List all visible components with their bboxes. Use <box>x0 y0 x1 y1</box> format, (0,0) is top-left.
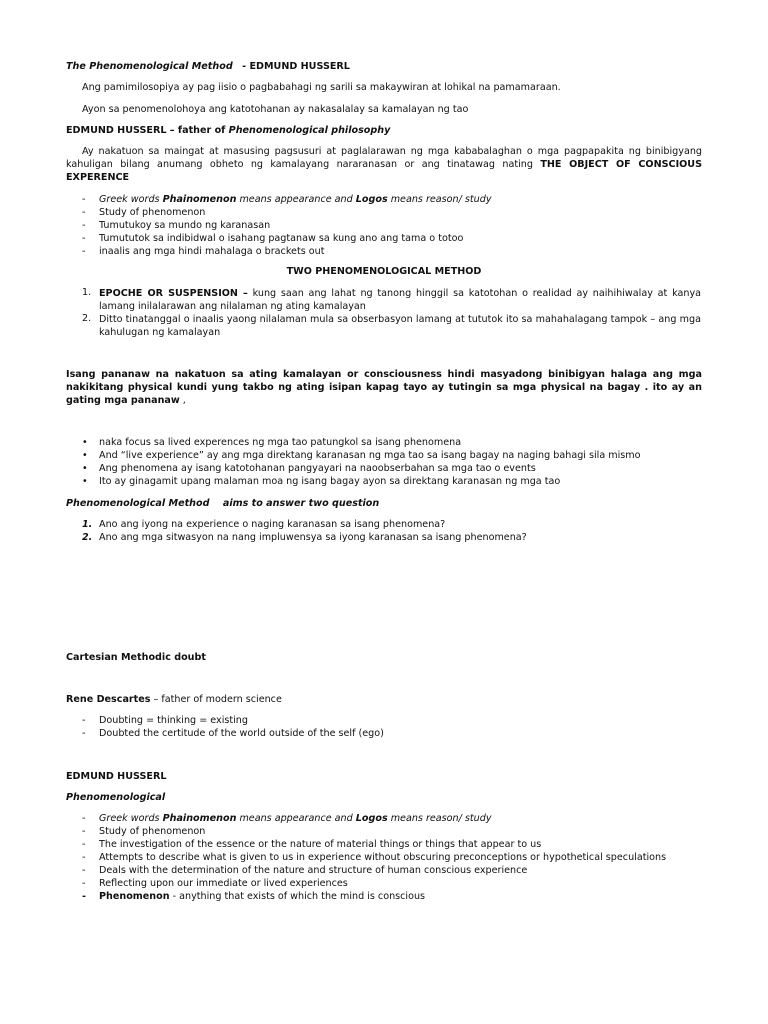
list-item: The investigation of the essence or the nature of material things or things that appear to us <box>99 839 542 850</box>
phenomenological-subheading: Phenomenological <box>66 792 166 803</box>
epoche-text: kung saan ang lahat ng tanong hinggil sa katotohan o realidad ay naihihiwalay at kanya lamang inilalarawan ang nilalaman ng ating kamalayan <box>99 288 701 312</box>
list-marker: - <box>82 878 86 889</box>
greek-text-a: Greek words <box>99 194 163 205</box>
list-marker: - <box>82 826 86 837</box>
phenomenon-item <box>99 891 425 903</box>
list-item: Reflecting upon our immediate or lived experiences <box>99 878 348 889</box>
greek-term-logos: Logos <box>355 194 388 205</box>
greek-term-logos: Logos <box>355 813 388 824</box>
list-marker: - <box>82 220 86 231</box>
list-item: Attempts to describe what is given to us in experience without obscuring preconceptions or hypothetical speculations <box>99 852 667 863</box>
epoche-term: EPOCHE OR SUSPENSION – <box>99 288 248 299</box>
greek-words-item <box>99 194 492 206</box>
question-item: Ano ang mga sitwasyon na nang impluwensya sa iyong karanasan sa isang phenomena? <box>99 532 527 543</box>
husserl-paragraph-bold: THE OBJECT OF CONSCIOUS EXPERENCE <box>66 159 702 183</box>
two-method-heading: TWO PHENOMENOLOGICAL METHOD <box>286 266 482 277</box>
husserl-paragraph <box>66 145 702 184</box>
list-number: 1. <box>82 287 92 298</box>
husserl-heading <box>66 125 390 137</box>
intro-paragraph-1: Ang pamimilosopiya ay pag iisio o pagbabahagi ng sarili sa makaywiran at lohikal na pamamaraan. <box>82 82 561 93</box>
list-item: Doubted the certitude of the world outside of the self (ego) <box>99 728 384 739</box>
rene-line <box>66 694 282 706</box>
question-item: Ano ang iyong na experience o naging karanasan sa isang phenomena? <box>99 519 446 530</box>
aims-heading-b: aims to answer two question <box>222 498 380 509</box>
husserl-paragraph-text: Ay nakatuon sa maingat at masusing pagsusuri at paglalarawan ng mga kababalaghan o mga pagpapakita ng binibigyang kahuligan bilang anumang obheto ng kamalayang nararanasan or ang tinatawag nating <box>66 146 702 170</box>
list-marker: - <box>82 839 86 850</box>
list-marker: - <box>82 865 86 876</box>
greek-words-item <box>99 813 492 825</box>
bullet-item: And “live experience” ay ang mga direktang karanasan ng mga tao sa isang bagay na naging bahagi sila mismo <box>99 450 641 461</box>
question-number: 1. <box>82 519 93 530</box>
list-marker: - <box>82 194 86 205</box>
aims-heading-a: Phenomenological Method <box>66 498 210 509</box>
husserl-heading-text: EDMUND HUSSERL – father of <box>66 125 229 136</box>
bullet-marker: • <box>82 450 88 461</box>
phenomenon-term: Phenomenon <box>99 891 170 902</box>
question-number: 2. <box>82 532 93 543</box>
doc-title-author: - EDMUND HUSSERL <box>238 61 350 72</box>
list-marker: - <box>82 728 86 739</box>
bullet-marker: • <box>82 463 88 474</box>
bold-paragraph-tail: , <box>179 395 186 406</box>
bullet-item: naka focus sa lived experences ng mga tao patungkol sa isang phenomena <box>99 437 462 448</box>
husserl-heading-italic: Phenomenological philosophy <box>228 125 391 136</box>
bullet-marker: • <box>82 476 88 487</box>
greek-text-c: means appearance and <box>236 813 356 824</box>
list-marker: - <box>82 852 86 863</box>
greek-text-e: means reason/ study <box>387 194 492 205</box>
aims-heading <box>66 498 379 510</box>
list-item: Tumutukoy sa mundo ng karanasan <box>99 220 271 231</box>
greek-text-a: Greek words <box>99 813 163 824</box>
list-item: Doubting = thinking = existing <box>99 715 248 726</box>
list-item: Ditto tinatanggal o inaalis yaong nilalaman mula sa obserbasyon lamang at tututok ito sa mahahalagang tampok – ang mga kahulugan ng kamalayan <box>99 314 701 338</box>
intro-paragraph-2: Ayon sa penomenolohoya ang katotohanan ay nakasalalay sa kamalayan ng tao <box>82 104 469 115</box>
rene-name: Rene Descartes <box>66 694 151 705</box>
list-number: 2. <box>82 313 92 324</box>
rene-text: – father of modern science <box>150 694 282 705</box>
list-marker: - <box>82 715 86 726</box>
list-marker: - <box>82 207 86 218</box>
greek-text-e: means reason/ study <box>387 813 492 824</box>
list-marker: - <box>82 233 86 244</box>
doc-title-line <box>66 61 350 73</box>
list-marker: - <box>82 246 86 257</box>
phenomenon-text: - anything that exists of which the mind is conscious <box>169 891 426 902</box>
doc-title: The Phenomenological Method <box>66 61 233 72</box>
list-item: Deals with the determination of the nature and structure of human conscious experience <box>99 865 528 876</box>
greek-term-phainomenon: Phainomenon <box>162 813 237 824</box>
list-marker: - <box>82 891 86 902</box>
epoche-item <box>99 287 701 313</box>
bullet-item: Ito ay ginagamit upang malaman moa ng isang bagay ayon sa direktang karanasan ng mga tao <box>99 476 561 487</box>
list-item: inaalis ang mga hindi mahalaga o brackets out <box>99 246 325 257</box>
bold-paragraph-text: Isang pananaw na nakatuon sa ating kamalayan or consciousness hindi masyadong binibigyan halaga ang mga nakikitang physical kundi yung takbo ng ating isipan kapag tayo ay tutingin sa mga physical na bagay . ito ay an gating mga pananaw <box>66 369 702 406</box>
cartesian-heading: Cartesian Methodic doubt <box>66 652 206 663</box>
bold-paragraph <box>66 368 702 407</box>
husserl-heading-2: EDMUND HUSSERL <box>66 771 167 782</box>
greek-text-c: means appearance and <box>236 194 356 205</box>
list-item: Tumututok sa indibidwal o isahang pagtanaw sa kung ano ang tama o totoo <box>99 233 464 244</box>
list-marker: - <box>82 813 86 824</box>
bullet-marker: • <box>82 437 88 448</box>
list-item: Study of phenomenon <box>99 207 206 218</box>
bullet-item: Ang phenomena ay isang katotohanan pangyayari na naoobserbahan sa mga tao o events <box>99 463 536 474</box>
greek-term-phainomenon: Phainomenon <box>162 194 237 205</box>
list-item: Study of phenomenon <box>99 826 206 837</box>
